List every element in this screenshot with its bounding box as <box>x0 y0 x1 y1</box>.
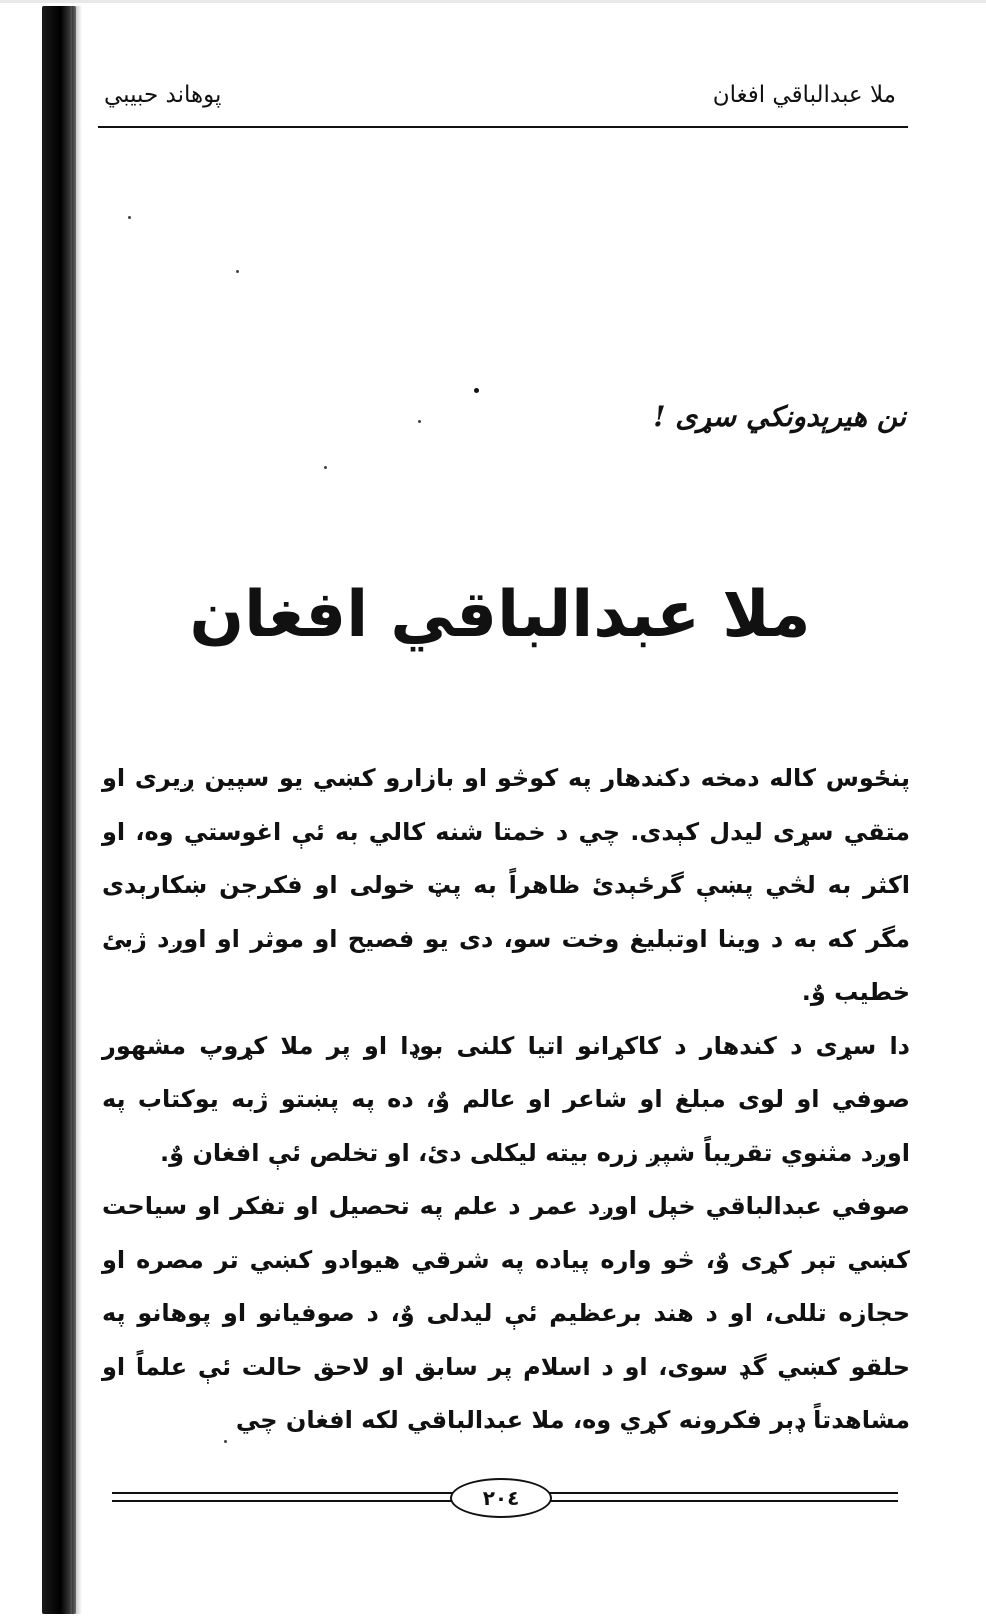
paragraph: صوفي عبدالباقي خپل اوږد عمر د علم په تحصيل او تفکر او سياحت کښي تېر کړی وٌ، څو واره پياده په شرقي هيوادو کښي تر مصره او حجازه تللی، او د هند برعظيم ئې ليدلی وٌ، د صوفيانو او پوهانو په حلقو کښي گډ سوی، او د اسلام پر سابق او لاحق حالت ئې علماً او مشاهدتاً ډېر فکرونه کړي وه، ملا عبدالباقي لکه افغان چي <box>102 1192 910 1434</box>
book-binding-shadow <box>42 6 76 1614</box>
paragraph: دا سړی د کندهار د کاکړانو اتيا کلنی بوډا او پر ملا کړوپ مشهور صوفي او لوی مبلغ او شاعر او عالم وٌ، ده په پښتو ژبه يوکتاب په اوږد مثنوي تقريباً شپږ زره بيته ليکلی دئ، او تخلص ئې افغان وٌ. <box>102 1031 910 1167</box>
paragraph: پنځوس کاله دمخه دکندهار په کوڅو او بازارو کښي يو سپين ږيری او متقي سړی ليدل کېدی. چي د خمتا شنه کالي به ئې اغوستي وه، او اکثر به لڅي پښې گرځېدئ ظاهراً به پټ خولی او فکرجن ښکارېدی مگر که به د وينا اوتبليغ وخت سو، دی يو فصيح او موثر او اوږد ژبئ خطيب وٌ. <box>102 764 910 1006</box>
speck <box>128 216 131 219</box>
article-body <box>102 752 910 1448</box>
speck <box>474 388 479 393</box>
section-heading: نن هيرېدونكي سړی ! <box>653 400 906 433</box>
header-book-title: ملا عبدالباقي افغان <box>712 82 896 108</box>
page-number: ٢٠٤ <box>450 1478 552 1518</box>
page-footer <box>112 1478 898 1518</box>
running-header <box>98 72 908 128</box>
header-author: پوهاند حبيبي <box>104 82 222 108</box>
article-title: ملا عبدالباقي افغان <box>189 578 811 652</box>
speck <box>324 466 327 469</box>
speck <box>236 270 239 273</box>
